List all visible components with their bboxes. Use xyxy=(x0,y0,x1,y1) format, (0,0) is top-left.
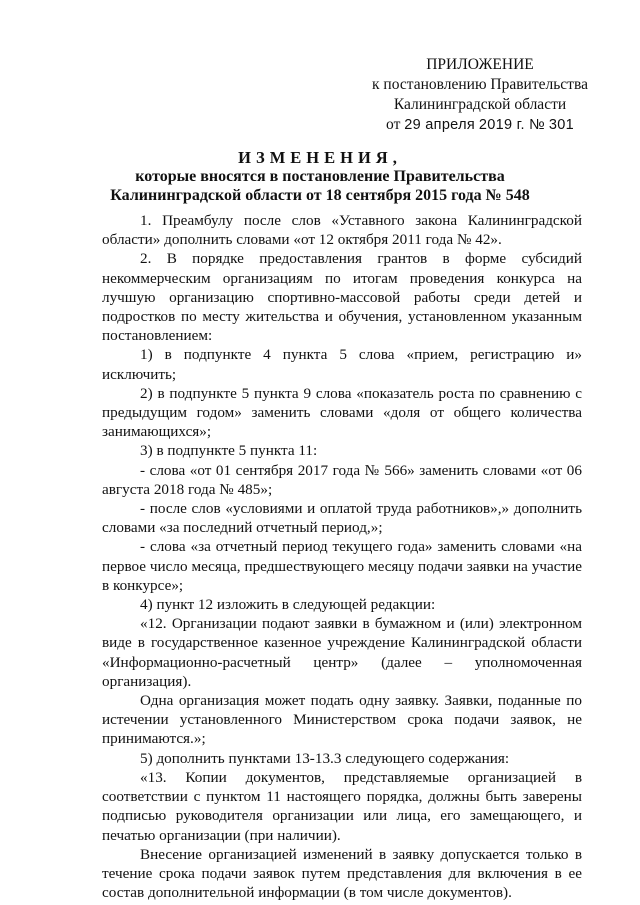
paragraph-13: «13. Копии документов, представляемые организацией в соответствии с пунктом 11 настоящего порядка, должны быть заверены подписью руководителя организации или лица, его замещающего, и печатью организации (при наличии). xyxy=(102,768,582,844)
appendix-line-resolution: к постановлению Правительства xyxy=(372,76,588,93)
paragraph-4: 2) в подпункте 5 пункта 9 слова «показатель роста по сравнению с предыдущим годом» заменить словами «доля от общего количества занимающихся»; xyxy=(102,384,582,441)
date-value: 29 апреля xyxy=(404,117,475,133)
title-line-2: которые вносятся в постановление Правительства xyxy=(135,168,505,185)
appendix-title: ПРИЛОЖЕНИЕ xyxy=(426,56,534,73)
paragraph-14: Внесение организацией изменений в заявку допускается только в течение срока подачи заявок путем представления для включения в ее состав дополнительной информации (в том числе документов). xyxy=(102,845,582,902)
document-body xyxy=(102,211,582,902)
document-number: 301 xyxy=(548,117,574,133)
paragraph-2: 2. В порядке предоставления грантов в форме субсидий некоммерческим организациям по итогам проведения конкурса на лучшую организацию спортивно-массовой работы среди детей и подростков по месту жительства и обучения, установленном указанным постановлением: xyxy=(102,250,582,345)
date-prefix: от xyxy=(386,116,401,133)
paragraph-7: - после слов «условиями и оплатой труда работников»,» дополнить словами «за последний отчетный период,»; xyxy=(102,500,582,537)
paragraph-8: - слова «за отчетный период текущего года» заменить словами «на первое число месяца, предшествующего месяцу подачи заявки на участие в конкурсе»; xyxy=(102,538,582,594)
document-title xyxy=(0,148,640,205)
appendix-header xyxy=(360,55,600,135)
paragraph-3: 1) в подпункте 4 пункта 5 слова «прием, регистрацию и» исключить; xyxy=(102,346,582,383)
title-heading: ИЗМЕНЕНИЯ, xyxy=(238,148,402,167)
paragraph-6: - слова «от 01 сентября 2017 года № 566» заменить словами «от 06 августа 2018 года № 485»; xyxy=(102,461,582,498)
appendix-line-region: Калининградской области xyxy=(393,96,567,113)
paragraph-5: 3) в подпункте 5 пункта 11: xyxy=(140,442,318,460)
title-line-3: Калининградской области от 18 сентября 2015 года № 548 xyxy=(110,187,530,204)
paragraph-11: Одна организация может подать одну заявку. Заявки, поданные по истечении установленного Министерством срока подачи заявок, не принимаются.»; xyxy=(102,692,582,748)
paragraph-9: 4) пункт 12 изложить в следующей редакции: xyxy=(140,596,436,614)
paragraph-12: 5) дополнить пунктами 13-13.3 следующего содержания: xyxy=(140,749,510,767)
appendix-line-date xyxy=(360,115,600,135)
paragraph-1: 1. Преамбулу после слов «Уставного закона Калининградской области» дополнить словами «от 12 октября 2011 года № 42». xyxy=(102,212,582,249)
date-year: 2019 г. № xyxy=(478,117,545,133)
paragraph-10: «12. Организации подают заявки в бумажном и (или) электронном виде в государственное казенное учреждение Калининградской области «Информационно-расчетный центр» (далее – уполномоченная организация). xyxy=(102,615,582,690)
